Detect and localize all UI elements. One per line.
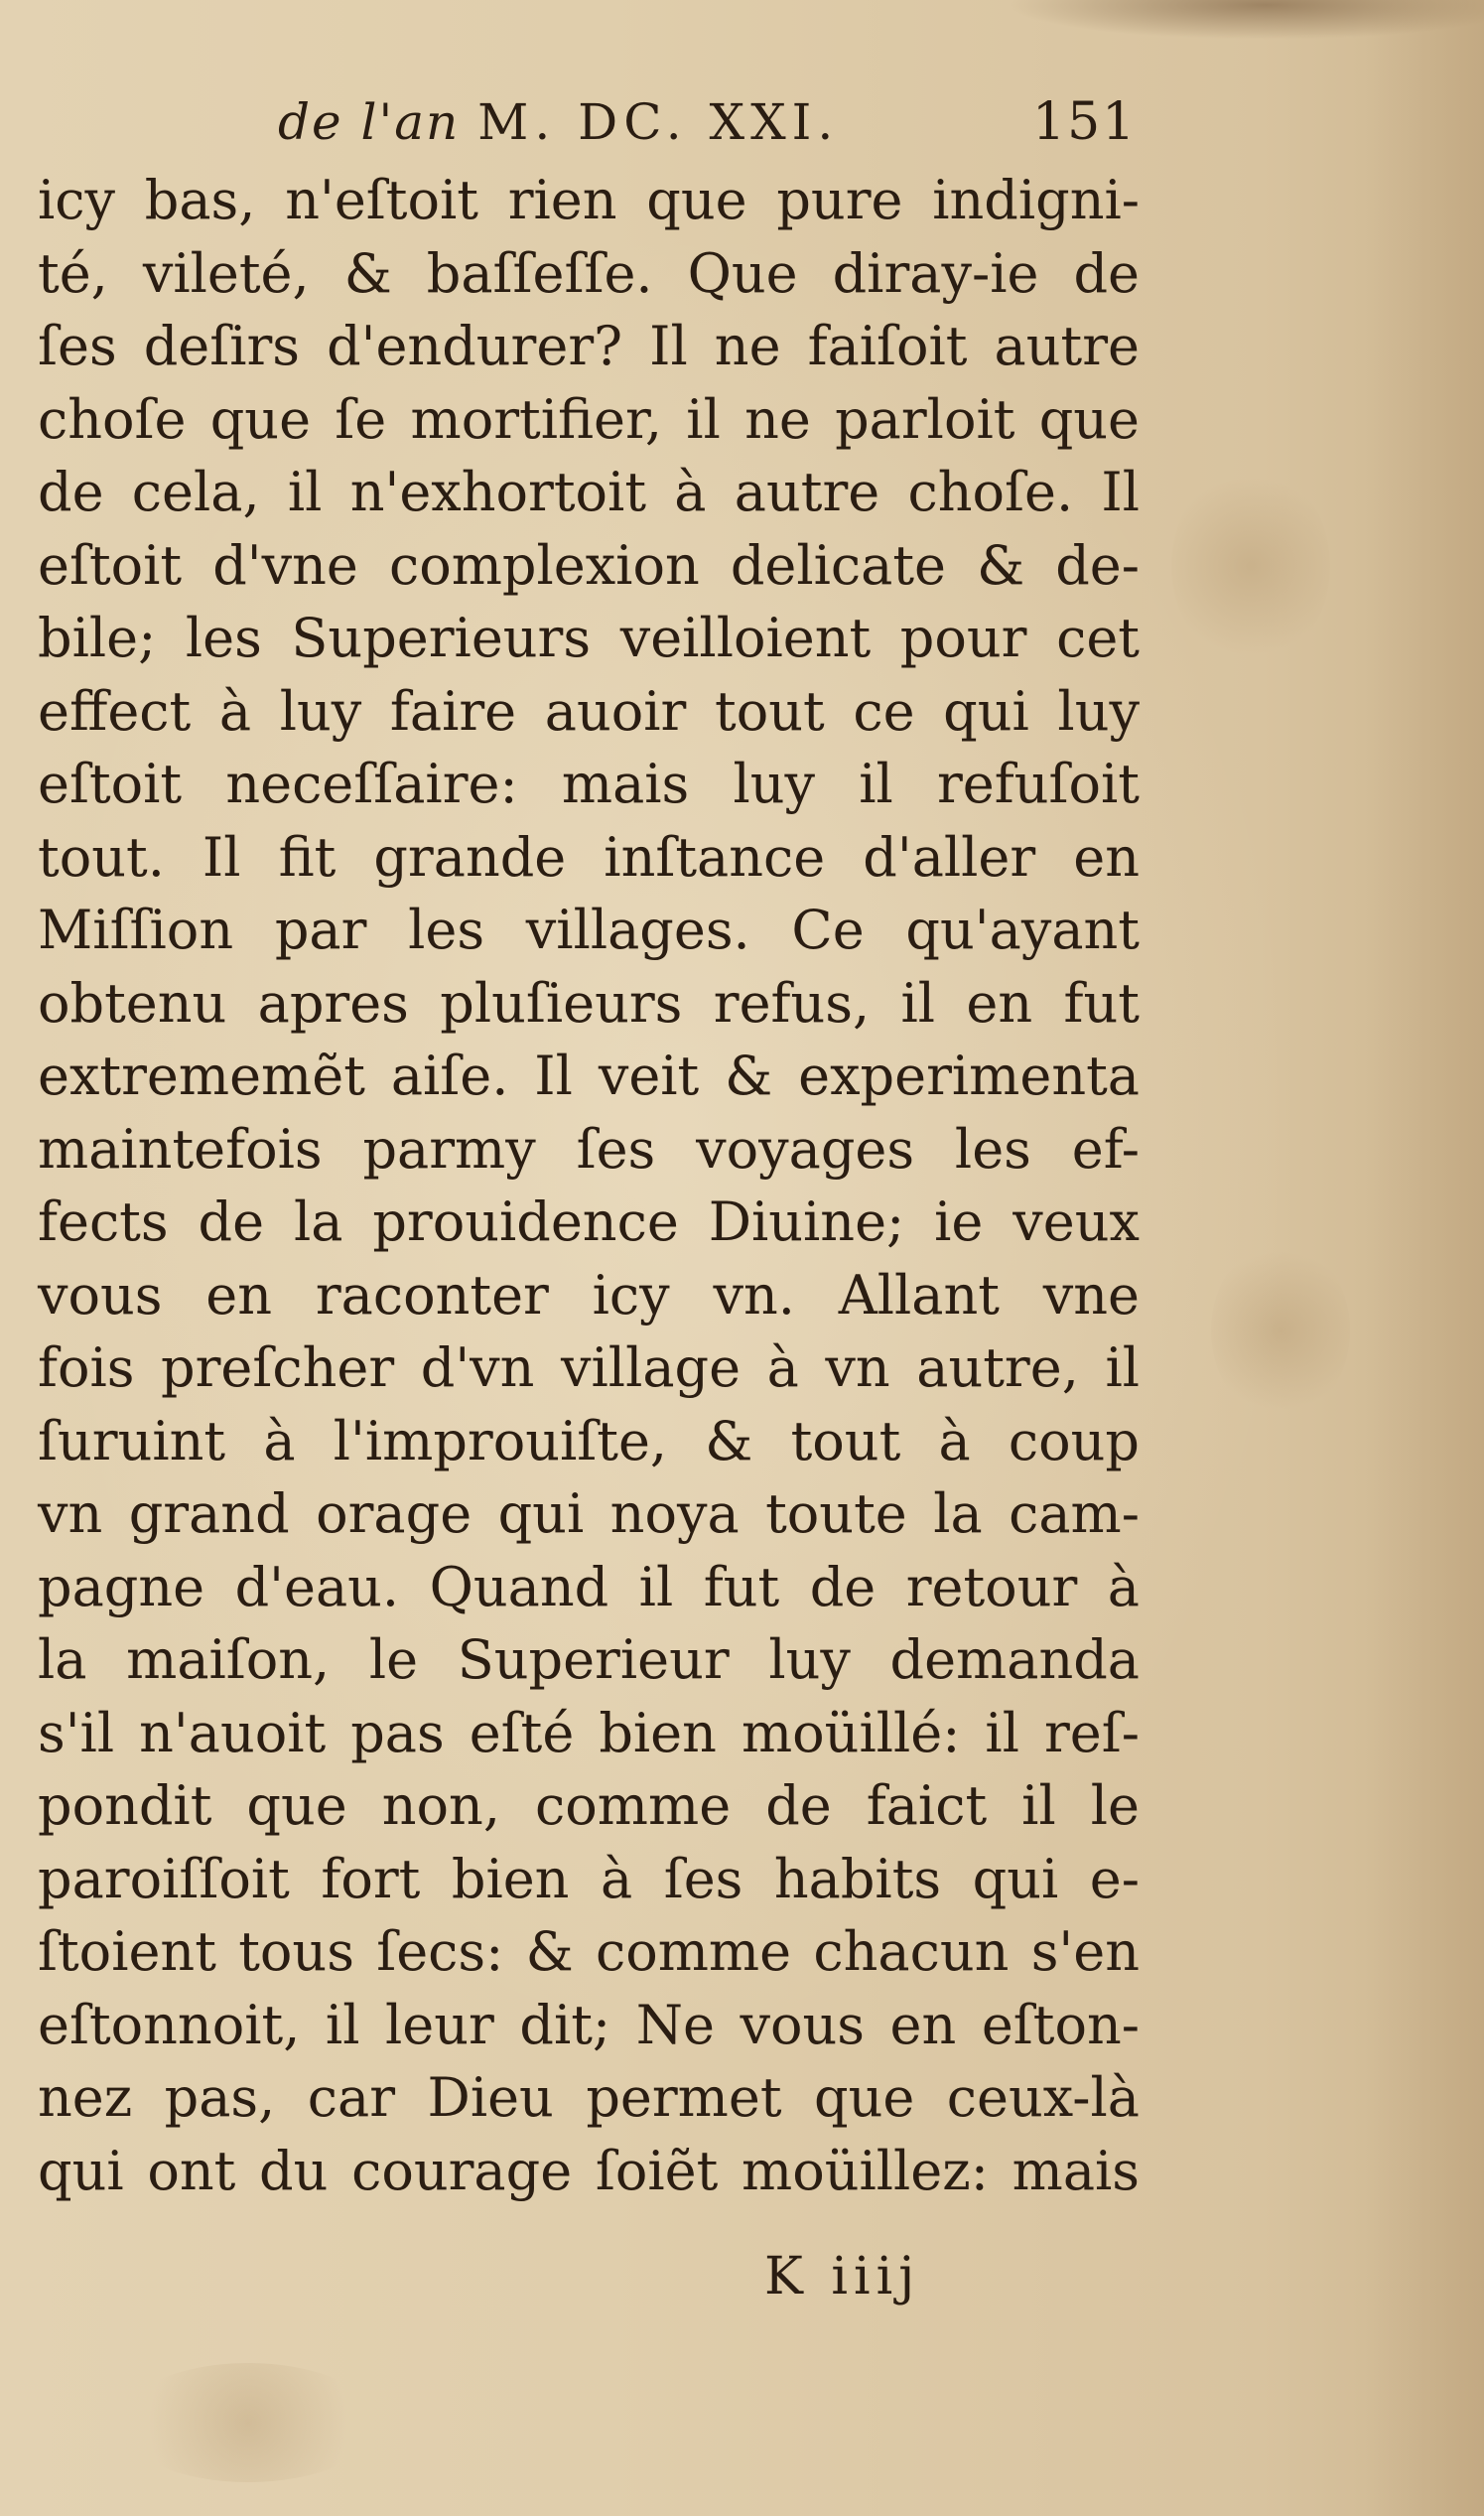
text-line: ſtoient tous ſecs: & comme chacun s'en (38, 1920, 1140, 1983)
paper-stain (119, 2363, 377, 2482)
text-line: ſes deſirs d'endurer? Il ne faiſoit autre (38, 315, 1140, 377)
text-line: qui ont du courage ſoiẽt moüillez: mais (38, 2139, 1140, 2202)
text-line: eſtoit d'vne complexion delicate & de- (38, 533, 1140, 597)
text-line: eſtonnoit, il leur dit; Ne vous en eſton- (38, 1993, 1140, 2056)
text-line: eſtoit neceſſaire: mais luy il refuſoit (38, 753, 1140, 815)
text-line: nez pas, car Dieu permet que ceux-là (38, 2066, 1140, 2129)
text-line: pagne d'eau. Quand il fut de retour à (38, 1555, 1140, 1618)
text-line: tout. Il fit grande inſtance d'aller en (38, 825, 1140, 889)
text-line: Miſſion par les villages. Ce qu'ayant (38, 899, 1140, 961)
page-edge-shading (1365, 0, 1484, 2516)
text-line: s'il n'auoit pas eſté bien moüillé: il reſ- (38, 1701, 1140, 1764)
text-line: extrememẽt aiſe. Il veit & experimenta (38, 1045, 1140, 1107)
paper-stain (1211, 1241, 1350, 1420)
text-line: obtenu apres pluſieurs refus, il en fut (38, 971, 1140, 1035)
text-line: effect à luy faire auoir tout ce qui luy (38, 679, 1140, 743)
text-line: vn grand orage qui noya toute la cam- (38, 1482, 1140, 1545)
text-line: maintefois parmy ſes voyages les ef- (38, 1117, 1140, 1181)
text-line: fois preſcher d'vn village à vn autre, il (38, 1336, 1140, 1399)
text-line: bile; les Superieurs veilloient pour cet (38, 607, 1140, 669)
text-line: fects de la prouidence Diuine; ie veux (38, 1190, 1140, 1253)
running-title (278, 87, 839, 157)
text-line: ſuruint à l'improuiſte, & tout à coup (38, 1409, 1140, 1472)
running-title-year: M. DC. XXI. (477, 93, 840, 151)
text-line: icy bas, n'eſtoit rien que pure indigni- (38, 169, 1140, 231)
signature-mark: K iiij (764, 2247, 921, 2306)
body-text (38, 164, 1140, 2207)
paper-stain (1171, 467, 1330, 665)
running-title-prefix: de l'an (278, 93, 461, 151)
text-line: de cela, il n'exhortoit à autre choſe. Il (38, 461, 1140, 523)
page-number: 151 (1032, 92, 1138, 152)
text-line: pondit que non, comme de faict il le (38, 1774, 1140, 1837)
text-line: vous en raconter icy vn. Allant vne (38, 1263, 1140, 1327)
page-header (0, 87, 1484, 157)
text-line: choſe que ſe mortifier, il ne parloit que (38, 387, 1140, 451)
text-line: té, vileté, & baſſeſſe. Que diray-ie de (38, 241, 1140, 305)
text-line: la maiſon, le Superieur luy demanda (38, 1628, 1140, 1691)
text-line: paroiſſoit fort bien à ſes habits qui e- (38, 1847, 1140, 1910)
